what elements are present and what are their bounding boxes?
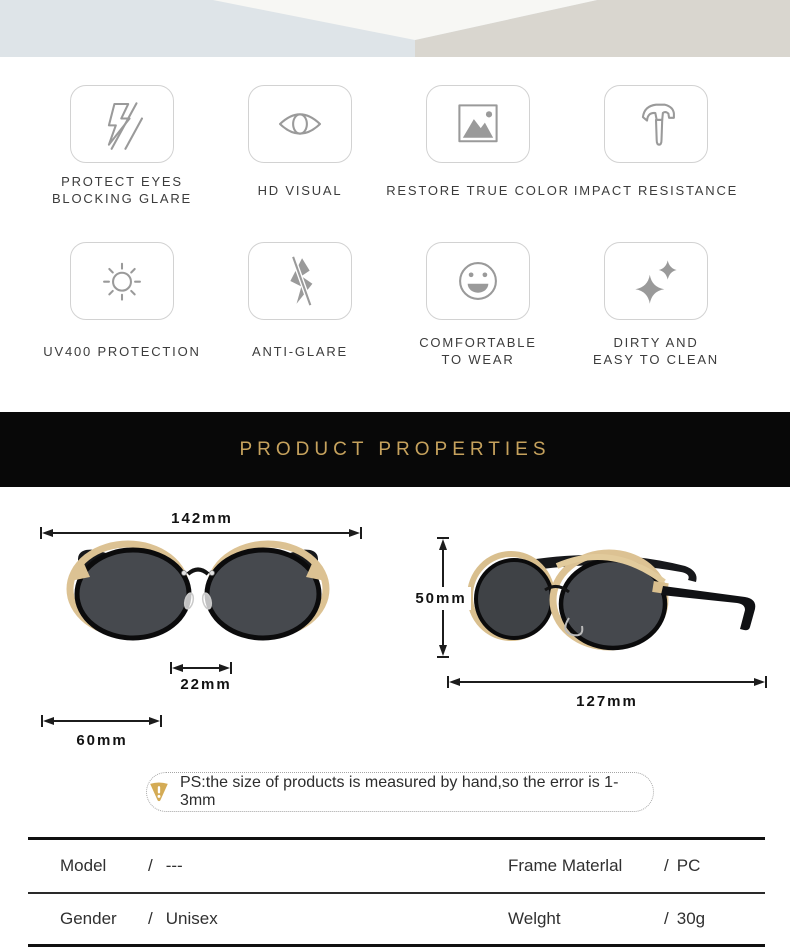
spec-separator: / (148, 908, 153, 928)
front-width-arrow (40, 527, 362, 539)
feature-anti-glare (211, 242, 389, 370)
spec-label: Welght (508, 908, 561, 928)
feature-label (43, 332, 200, 370)
hero-photo-strip (0, 0, 790, 57)
feature-label-line: HD VISUAL (257, 182, 343, 198)
feature-label (386, 171, 570, 209)
spec-label: Frame Materlal (508, 856, 623, 875)
flash-icon (91, 96, 153, 152)
measurement-note-text: PS:the size of products is measured by hand,so the error is 1-3mm (179, 774, 619, 809)
front-lens-width-arrow (41, 715, 162, 727)
measurement-note (146, 772, 654, 812)
spec-value (664, 909, 705, 929)
feature-protect-eyes (33, 85, 211, 209)
spec-row-1 (0, 840, 790, 892)
feature-impact-resistance (567, 85, 745, 209)
feature-label (52, 171, 192, 209)
feature-easy-clean (567, 242, 745, 370)
feature-label-line: RESTORE TRUE COLOR (386, 182, 570, 198)
feature-label (574, 171, 738, 209)
feature-uv400 (33, 242, 211, 370)
sun-icon (91, 253, 153, 309)
feature-label (258, 171, 343, 209)
feature-label (419, 332, 537, 370)
icon-box (70, 242, 174, 320)
front-bridge-arrow (170, 662, 232, 674)
warning-icon (147, 781, 171, 803)
front-bridge-label: 22mm (180, 676, 232, 693)
side-temple-arrow (447, 676, 767, 688)
feature-label-line: PROTECT EYES (61, 174, 183, 189)
icon-box (604, 242, 708, 320)
feature-label-line: DIRTY AND (613, 335, 699, 350)
feature-label (252, 332, 348, 370)
sunglasses-front-photo (62, 539, 334, 647)
spec-value (148, 909, 218, 929)
feature-hd-visual (211, 85, 389, 209)
feature-grid (0, 57, 790, 412)
feature-label-line: IMPACT RESISTANCE (573, 182, 739, 198)
feature-label-line: COMFORTABLE (419, 335, 537, 350)
spec-separator: / (148, 856, 153, 875)
feature-row-1 (0, 85, 790, 209)
feature-restore-color (386, 85, 570, 209)
smile-icon (447, 253, 509, 309)
spec-value-text: Unisex (165, 908, 218, 928)
icon-box (70, 85, 174, 163)
spec-separator: / (664, 856, 669, 875)
anti-glare-icon (269, 253, 331, 309)
product-properties-section (0, 487, 790, 830)
sparkle-icon (625, 253, 687, 309)
feature-row-2 (0, 242, 790, 370)
section-title: PRODUCT PROPERTIES (239, 438, 551, 460)
front-width-label: 142mm (171, 510, 233, 527)
eye-icon (269, 96, 331, 152)
icon-box (248, 85, 352, 163)
spec-label: Model (60, 856, 107, 875)
feature-comfortable (389, 242, 567, 370)
icon-box (248, 242, 352, 320)
icon-box (426, 242, 530, 320)
feature-label-line: BLOCKING GLARE (51, 191, 193, 206)
spec-table (0, 830, 790, 951)
section-banner (0, 412, 790, 487)
front-lens-width-label: 60mm (76, 732, 128, 749)
side-temple-label: 127mm (576, 693, 638, 710)
feature-label-line: UV400 PROTECTION (43, 343, 201, 359)
sunglasses-side-photo (457, 538, 762, 660)
spec-value-text: --- (165, 856, 183, 875)
table-border-bottom (28, 944, 765, 947)
image-icon (447, 96, 509, 152)
spec-separator: / (664, 908, 669, 928)
icon-box (604, 85, 708, 163)
spec-value-text: 30g (676, 908, 706, 928)
icon-box (426, 85, 530, 163)
spec-value (148, 856, 183, 876)
hammer-icon (625, 96, 687, 152)
side-lens-height-label: 50mm (411, 587, 471, 610)
feature-label-line: ANTI-GLARE (251, 343, 348, 359)
spec-label: Gender (60, 908, 117, 928)
spec-value-text: PC (676, 856, 701, 875)
feature-label-line: TO WEAR (441, 352, 515, 367)
spec-row-2 (0, 894, 790, 944)
feature-label-line: EASY TO CLEAN (592, 352, 719, 367)
spec-value (664, 856, 700, 876)
feature-label (593, 332, 719, 370)
